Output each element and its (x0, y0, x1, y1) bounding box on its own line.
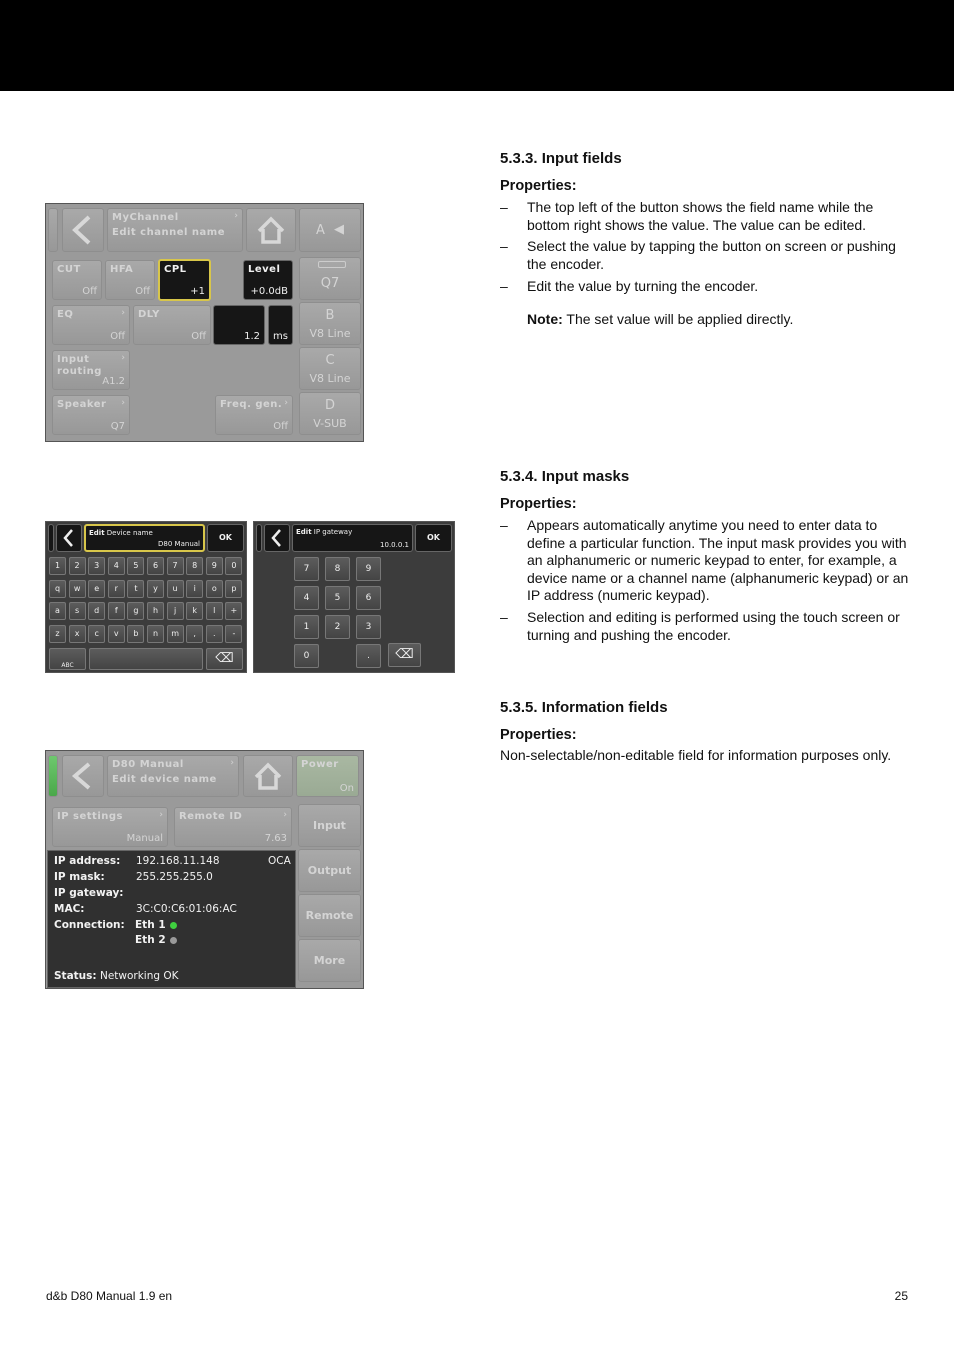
eq-value: Off (110, 331, 125, 342)
back-button[interactable] (264, 524, 290, 552)
key[interactable]: 4 (108, 557, 125, 575)
section-heading-input-masks: 5.3.4. Input masks (500, 468, 630, 485)
key[interactable]: - (225, 625, 242, 643)
delay-value-field[interactable] (213, 305, 265, 345)
tab-input[interactable] (298, 804, 361, 847)
key[interactable]: 7 (167, 557, 184, 575)
home-button[interactable] (246, 208, 296, 252)
chevron-right-icon: › (121, 353, 125, 363)
field-name: Device name (106, 529, 153, 537)
remote-id-button[interactable] (174, 807, 292, 847)
ip-settings-value: Manual (126, 833, 163, 844)
information-field (47, 850, 296, 988)
freq-gen-value: Off (273, 421, 288, 432)
side-label: Q7 (320, 276, 340, 291)
delay-unit: ms (273, 331, 288, 342)
speaker-value: Q7 (110, 421, 125, 432)
key[interactable]: , (186, 625, 203, 643)
list-item: – Appears automatically anytime you need to enter data to define a particular function. The input mask provides you with an alphanumeric or numeric keypad to enter, for example, a device name or a channel name (alphanumeric keypad) or an IP address (numeric keypad). (500, 517, 909, 603)
key[interactable]: k (186, 602, 203, 620)
key[interactable]: e (88, 580, 105, 598)
ok-button[interactable]: OK (415, 524, 452, 552)
input-routing-label: Input routing (57, 354, 102, 377)
ip-settings-label: IP settings (57, 811, 123, 822)
key[interactable]: 9 (356, 557, 381, 581)
paragraph: Non-selectable/non-editable field for information purposes only. (500, 747, 892, 763)
home-button[interactable] (243, 755, 293, 797)
cpl-button[interactable] (158, 259, 211, 301)
key[interactable]: q (49, 580, 66, 598)
channel-a-label: A (316, 223, 325, 238)
key[interactable]: 7 (294, 557, 319, 581)
tab-more[interactable] (298, 939, 361, 982)
input-routing-button[interactable] (52, 350, 130, 390)
channel-title: MyChannel (112, 212, 179, 223)
key[interactable]: 0 (294, 644, 319, 668)
list-item: – Select the value by tapping the button on screen or pushing the encoder. (500, 238, 896, 272)
home-icon (247, 209, 295, 251)
list-item: – The top left of the button shows the field name while the bottom right shows the value. The value can be edited. (500, 199, 874, 233)
hfa-button[interactable] (105, 260, 155, 300)
freq-gen-label: Freq. gen. (220, 399, 283, 410)
dly-value: Off (191, 331, 206, 342)
home-icon (244, 756, 292, 796)
channel-d-button[interactable] (299, 392, 361, 435)
eth2-status (135, 934, 177, 946)
properties-label: Properties: (500, 496, 577, 512)
key[interactable]: 9 (206, 557, 223, 575)
ip-address-value: 192.168.11.148 (136, 855, 220, 867)
status-row (54, 970, 179, 982)
power-value: On (339, 783, 354, 794)
key[interactable]: z (49, 625, 66, 643)
chevron-right-icon: › (159, 810, 163, 820)
tab-label: Output (307, 864, 352, 877)
tab-output[interactable] (298, 849, 361, 892)
header-bar (0, 0, 954, 91)
key[interactable]: 0 (225, 557, 242, 575)
numeric-keypad-screen (253, 521, 455, 673)
ip-address-label: IP address: (54, 855, 121, 867)
abc-toggle-button[interactable]: ABC (49, 648, 86, 670)
alphanumeric-keypad-screen (45, 521, 247, 673)
key[interactable]: y (147, 580, 164, 598)
side-label: B (325, 308, 335, 323)
key[interactable]: 3 (88, 557, 105, 575)
chevron-right-icon: › (234, 211, 238, 221)
footer-title: d&b D80 Manual 1.9 en (46, 1289, 173, 1303)
key[interactable]: g (127, 602, 144, 620)
ip-address-row (54, 855, 220, 867)
tab-label: Input (313, 819, 346, 832)
key[interactable]: s (69, 602, 86, 620)
section-heading-input-fields: 5.3.3. Input fields (500, 150, 622, 167)
key[interactable]: r (108, 580, 125, 598)
power-label: Power (301, 759, 339, 770)
key[interactable]: o (206, 580, 223, 598)
edit-label: Edit (296, 528, 312, 536)
chevron-left-icon (265, 525, 289, 551)
key[interactable]: n (147, 625, 164, 643)
channel-a-button[interactable] (299, 208, 361, 252)
key[interactable]: 1 (294, 615, 319, 639)
key[interactable]: 2 (69, 557, 86, 575)
key[interactable]: 6 (147, 557, 164, 575)
cut-button[interactable] (52, 260, 102, 300)
side-sublabel: V-SUB (313, 417, 347, 430)
protocol-value: OCA (268, 855, 291, 867)
key[interactable]: j (167, 602, 184, 620)
ip-mask-row (54, 871, 213, 883)
cut-label: CUT (57, 264, 81, 275)
backspace-key[interactable] (388, 643, 421, 667)
key[interactable]: d (88, 602, 105, 620)
key[interactable]: 2 (325, 615, 350, 639)
field-value: D80 Manual (158, 540, 200, 548)
ok-button[interactable]: OK (207, 524, 244, 552)
cpl-value: +1 (190, 286, 205, 297)
status-value: Networking OK (99, 970, 179, 982)
cpl-label: CPL (164, 264, 187, 275)
eq-label: EQ (57, 309, 74, 320)
field-value: 10.0.0.1 (380, 541, 409, 549)
backspace-icon: ⌫ (215, 651, 234, 666)
key[interactable]: t (127, 580, 144, 598)
remote-id-label: Remote ID (179, 811, 243, 822)
speaker-label: Speaker (57, 399, 107, 410)
back-button[interactable] (62, 208, 104, 252)
key[interactable]: 5 (325, 586, 350, 610)
channel-b-button[interactable] (299, 302, 361, 345)
ip-gateway-label: IP gateway: (54, 887, 124, 899)
key[interactable]: 5 (127, 557, 144, 575)
side-label: D (324, 398, 335, 413)
key[interactable]: 8 (186, 557, 203, 575)
back-button[interactable] (56, 524, 82, 552)
level-label: Level (248, 264, 281, 275)
device-title: D80 Manual (112, 759, 184, 770)
key[interactable]: l (206, 602, 223, 620)
ip-gateway-row (54, 887, 124, 899)
key[interactable]: . (206, 625, 223, 643)
connection-row (54, 919, 125, 931)
freq-gen-button[interactable] (215, 395, 293, 435)
key[interactable]: 6 (356, 586, 381, 610)
key[interactable]: 8 (325, 557, 350, 581)
channel-c-button[interactable] (299, 347, 361, 390)
speaker-icon: ◀ (334, 222, 344, 237)
hfa-value: Off (135, 286, 150, 297)
key[interactable]: + (225, 602, 242, 620)
back-button[interactable] (62, 755, 104, 797)
key[interactable]: x (69, 625, 86, 643)
connection-label: Connection: (54, 919, 125, 931)
status-strip (48, 755, 58, 797)
level-meter (318, 261, 346, 268)
status-strip (48, 208, 58, 252)
side-sublabel: V8 Line (309, 372, 351, 385)
key[interactable]: w (69, 580, 86, 598)
field-name: IP gateway (313, 528, 353, 536)
channel-name-button[interactable] (107, 208, 243, 252)
power-button[interactable] (296, 755, 359, 797)
key[interactable]: . (356, 644, 381, 668)
key[interactable]: b (127, 625, 144, 643)
chevron-left-icon (63, 209, 103, 251)
ip-settings-button[interactable] (52, 807, 168, 847)
channel-subtitle: Edit channel name (112, 227, 225, 238)
status-led-icon (170, 937, 177, 944)
cut-value: Off (82, 286, 97, 297)
device-subtitle: Edit device name (112, 774, 217, 785)
properties-label: Properties: (500, 727, 577, 743)
key[interactable]: u (167, 580, 184, 598)
key[interactable]: h (147, 602, 164, 620)
key[interactable]: c (88, 625, 105, 643)
device-name-field[interactable] (84, 524, 205, 552)
input-routing-value: A1.2 (102, 376, 125, 387)
tab-label: Remote (305, 909, 354, 922)
mac-value: 3C:C0:C6:01:06:AC (136, 903, 237, 915)
status-led-icon (170, 922, 177, 929)
side-sublabel: V8 Line (309, 327, 351, 340)
chevron-right-icon: › (121, 308, 125, 318)
space-key[interactable] (89, 648, 203, 670)
status-label: Status: (54, 970, 97, 982)
delay-value: 1.2 (244, 331, 260, 342)
ip-mask-value: 255.255.255.0 (136, 871, 213, 883)
dly-button[interactable] (133, 305, 211, 345)
device-info-screen (45, 750, 364, 989)
ip-gateway-field[interactable] (292, 524, 413, 552)
ip-mask-label: IP mask: (54, 871, 105, 883)
chevron-right-icon: › (284, 398, 288, 408)
eq-button[interactable] (52, 305, 130, 345)
key[interactable]: v (108, 625, 125, 643)
key[interactable]: m (167, 625, 184, 643)
dly-label: DLY (138, 309, 160, 320)
list-item: – Edit the value by turning the encoder. (500, 278, 759, 294)
key[interactable]: 1 (49, 557, 66, 575)
channel-screen (45, 203, 364, 442)
key[interactable]: f (108, 602, 125, 620)
side-label: C (325, 353, 335, 368)
device-name-button[interactable] (107, 755, 239, 797)
eth1-status (135, 919, 177, 931)
key[interactable]: 3 (356, 615, 381, 639)
status-strip (48, 524, 54, 552)
mac-label: MAC: (54, 903, 85, 915)
tab-label: More (313, 954, 346, 967)
edit-label: Edit (89, 529, 105, 537)
backspace-icon: ⌫ (395, 647, 414, 662)
eth2-label: Eth 2 (135, 934, 166, 946)
hfa-label: HFA (110, 264, 134, 275)
mac-row (54, 903, 237, 915)
chevron-left-icon (63, 756, 103, 796)
key[interactable]: a (49, 602, 66, 620)
key[interactable]: i (186, 580, 203, 598)
speaker-button[interactable] (52, 395, 130, 435)
chevron-right-icon: › (230, 758, 234, 768)
tab-remote[interactable] (298, 894, 361, 937)
remote-id-value: 7.63 (264, 833, 287, 844)
level-value: +0.0dB (250, 286, 288, 297)
section-heading-information-fields: 5.3.5. Information fields (500, 699, 668, 716)
channel-side-button[interactable] (299, 257, 361, 300)
key[interactable]: p (225, 580, 242, 598)
delay-unit-field[interactable] (268, 305, 293, 345)
eth1-label: Eth 1 (135, 919, 166, 931)
page-number: 25 (894, 1289, 908, 1303)
chevron-right-icon: › (121, 398, 125, 408)
list-item: – Selection and editing is performed using the touch screen or turning and pushing the encoder. (500, 609, 900, 643)
backspace-key[interactable] (206, 648, 243, 670)
note: Note: The set value will be applied directly. (527, 311, 794, 327)
properties-label: Properties: (500, 178, 577, 194)
level-button[interactable] (243, 260, 293, 300)
status-strip (256, 524, 262, 552)
chevron-left-icon (57, 525, 81, 551)
key[interactable]: 4 (294, 586, 319, 610)
chevron-right-icon: › (283, 810, 287, 820)
